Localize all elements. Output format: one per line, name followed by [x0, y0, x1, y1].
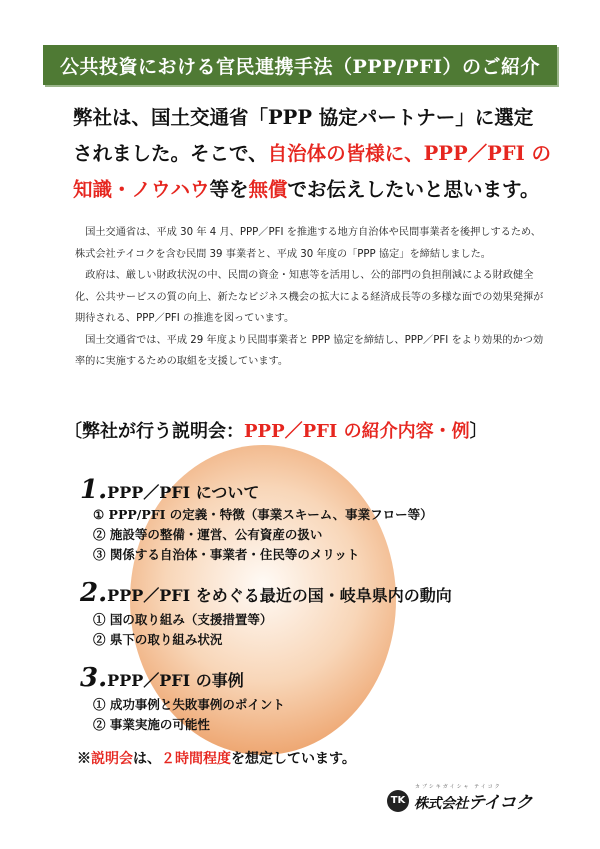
- body-paragraph-3: 国土交通省では、平成 29 年度より民間事業者と PPP 協定を締結し、PPP／PFI をより効果的かつ効率的に実施するための取組を支援しています。: [75, 334, 544, 367]
- logo-mark-icon: TK: [387, 790, 409, 812]
- item-2-sub-2: ② 県下の取り組み状況: [93, 632, 223, 647]
- lead-line-1: 弊社は、国土交通省「PPP 協定パートナー」に選定: [73, 106, 534, 129]
- item-1-title: 1.PPP／PFI について: [80, 475, 260, 505]
- lead-line-3: 知識・ノウハウ等を無償でお伝えしたいと思います。: [73, 178, 540, 201]
- lead-paragraph: [73, 100, 553, 208]
- item-3-title: 3.PPP／PFI の事例: [80, 663, 244, 693]
- lead-line-2: されました。そこで、自治体の皆様に、PPP／PFI の: [73, 142, 552, 165]
- body-text: [75, 222, 545, 373]
- body-paragraph-1: 国土交通省は、平成 30 年 4 月、PPP／PFI を推進する地方自治体や民間事業者を後押しするため、株式会社テイコクを含む民間 39 事業者と、平成 30 年度の「PPP 協定」を締結しました。: [75, 227, 541, 260]
- item-3-sub-2: ② 事業実施の可能性: [93, 717, 210, 732]
- body-paragraph-2: 政府は、厳しい財政状況の中、民間の資金・知恵等を活用し、公的部門の負担削減による財政健全化、公共サービスの質の向上、新たなビジネス機会の拡大による経済成長等の多様な面での効果発揮が期待される、PPP／PFI の推進を図っています。: [75, 270, 544, 324]
- item-1-sub-2: ② 施設等の整備・運営、公有資産の扱い: [93, 527, 323, 542]
- logo-ruby: カブシキガイシャ テイコク: [415, 784, 502, 790]
- page-title-banner: [43, 45, 557, 85]
- page-title: 公共投資における官民連携手法（PPP/PFI）のご紹介: [60, 55, 540, 78]
- item-1-sub-1: ① PPP/PFI の定義・特徴（事業スキーム、事業フロー等）: [93, 507, 433, 522]
- item-3-sub-1: ① 成功事例と失敗事例のポイント: [93, 697, 285, 712]
- footnote: ※説明会は、２時間程度を想定しています。: [77, 751, 356, 767]
- company-logo: [387, 788, 532, 813]
- item-2-sub-1: ① 国の取り組み（支援措置等）: [93, 612, 273, 627]
- logo-text: 株式会社テイコク: [414, 793, 533, 813]
- item-1-sub-3: ③ 関係する自治体・事業者・住民等のメリット: [93, 547, 360, 562]
- section-heading: 〔弊社が行う説明会：PPP／PFI の紹介内容・例〕: [64, 421, 488, 442]
- item-2-title: 2.PPP／PFI をめぐる最近の国・岐阜県内の動向: [80, 578, 452, 608]
